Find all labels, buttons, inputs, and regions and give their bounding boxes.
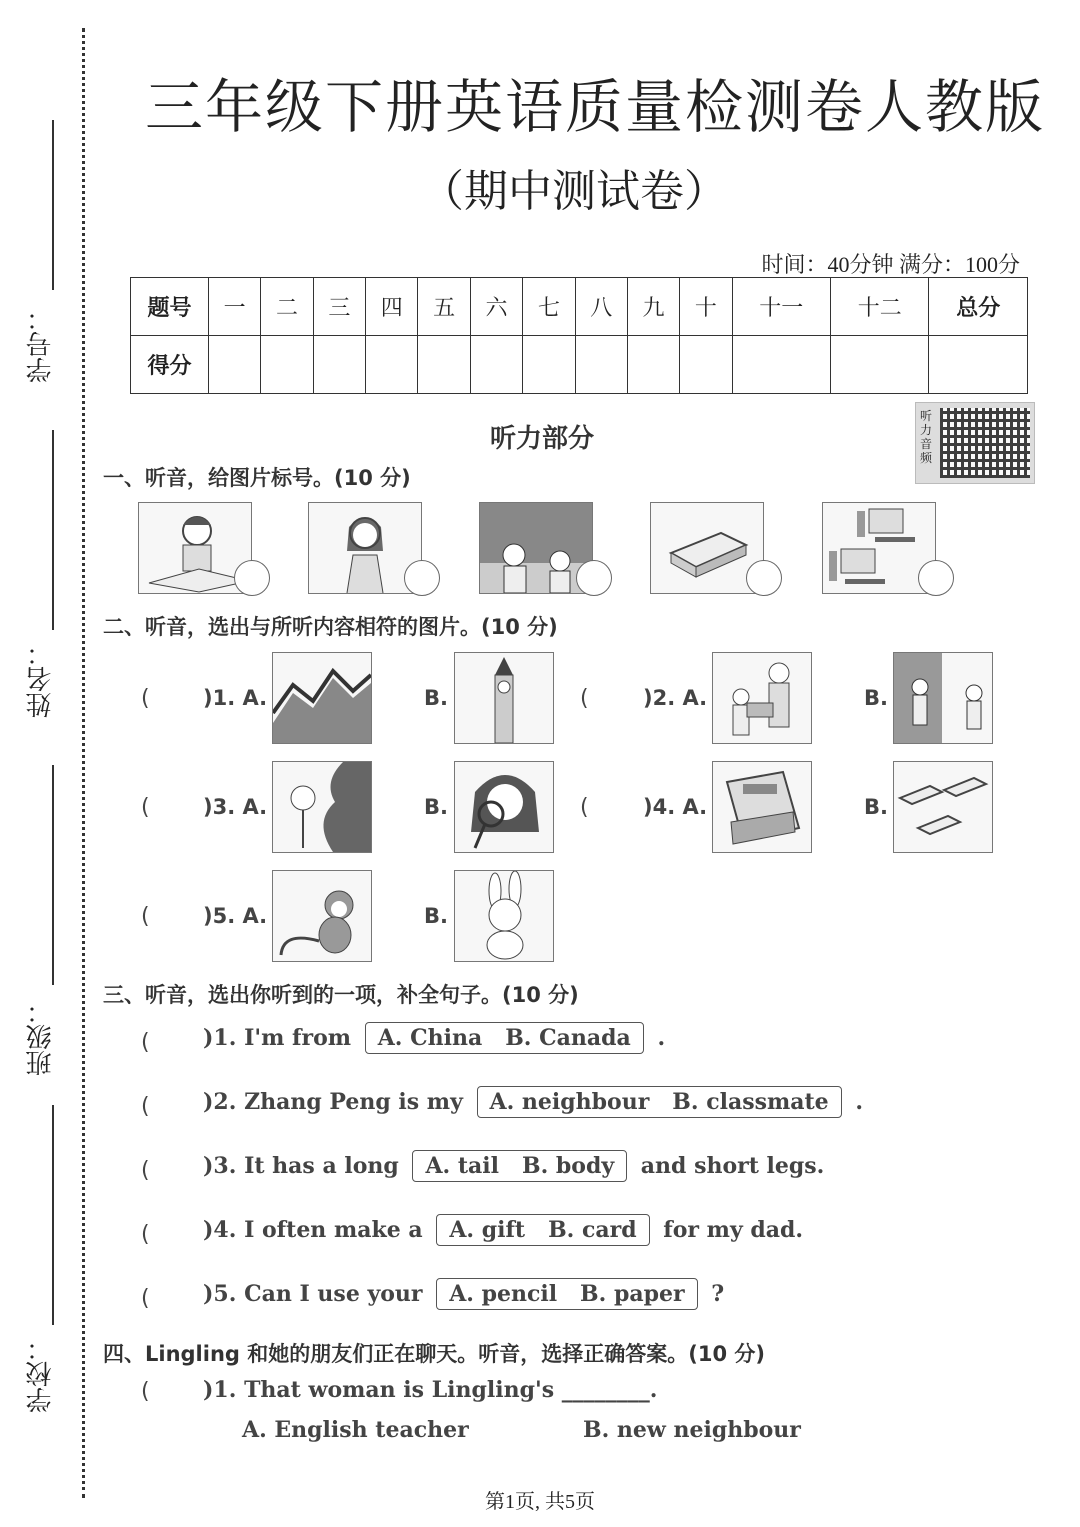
score-cell[interactable] [313, 336, 365, 394]
score-col: 五 [418, 278, 470, 336]
answer-paren[interactable]: ( [141, 1094, 150, 1119]
q3-item-1 [203, 1022, 665, 1054]
q3-num: )3. [203, 1153, 237, 1179]
q4-option-b[interactable]: B. new neighbour [583, 1417, 801, 1443]
answer-paren[interactable]: ( [141, 1222, 150, 1247]
student-no-line [52, 120, 54, 290]
score-col: 四 [366, 278, 418, 336]
q3-pre: Can I use your [244, 1281, 423, 1307]
score-header-label: 题号 [131, 278, 209, 336]
q1-answer-circle[interactable] [918, 560, 954, 596]
q2-item-3-num: )3. A. [203, 795, 268, 819]
q3-choices [365, 1022, 644, 1054]
score-col: 六 [470, 278, 522, 336]
score-cell[interactable] [470, 336, 522, 394]
q4-text: That woman is Lingling's ________. [244, 1377, 658, 1403]
score-col: 十一 [732, 278, 830, 336]
score-col: 二 [261, 278, 313, 336]
q2-item-4-b: B. [864, 795, 888, 819]
q2-item-1-b: B. [424, 686, 448, 710]
q3-post: ? [711, 1281, 725, 1307]
page-subtitle: （期中测试卷） [420, 166, 728, 217]
erasers-icon [894, 762, 992, 852]
option-b[interactable]: B. classmate [672, 1089, 829, 1115]
q2-item-1-num: )1. A. [203, 686, 268, 710]
q1-answer-circle[interactable] [234, 560, 270, 596]
q4-item-1 [203, 1377, 657, 1403]
q2-item-2-b: B. [864, 686, 888, 710]
door-kids-icon [894, 653, 992, 743]
option-a[interactable]: A. pencil [449, 1281, 558, 1307]
magnifier-girl-icon [455, 762, 553, 852]
q2-item-4-num: )4. A. [643, 795, 708, 819]
q3-post: . [657, 1025, 666, 1051]
answer-paren[interactable]: ( [141, 1030, 150, 1055]
q4-head: 四、Lingling 和她的朋友们正在聊天。听音，选择正确答案。(10 分) [103, 1342, 765, 1366]
q3-choices [436, 1214, 649, 1246]
q2-4-a-books[interactable] [712, 761, 812, 853]
student-no-label: 学号： [26, 305, 56, 383]
name-label: 姓名： [26, 640, 56, 718]
score-cell[interactable] [831, 336, 929, 394]
score-col: 七 [523, 278, 575, 336]
q3-pre: I often make a [244, 1217, 423, 1243]
answer-paren[interactable]: ( [141, 904, 150, 929]
score-header-row [131, 278, 1028, 336]
score-cell[interactable] [418, 336, 470, 394]
score-col: 八 [575, 278, 627, 336]
q3-head: 三、听音，选出你听到的一项，补全句子。(10 分) [103, 983, 579, 1007]
score-row-label: 得分 [131, 336, 209, 394]
q3-choices [412, 1150, 627, 1182]
name-line [52, 430, 54, 630]
class-label: 班级： [26, 998, 56, 1076]
q2-item-5-num: )5. A. [203, 904, 268, 928]
smell-flower-icon [273, 762, 371, 852]
q3-num: )1. [203, 1025, 237, 1051]
q2-item-5-b: B. [424, 904, 448, 928]
score-cell[interactable] [209, 336, 261, 394]
q1-answer-circle[interactable] [404, 560, 440, 596]
q3-pre: It has a long [244, 1153, 399, 1179]
option-b[interactable]: B. paper [580, 1281, 685, 1307]
score-cell[interactable] [523, 336, 575, 394]
page-footer: 第1页, 共5页 [485, 1491, 595, 1513]
q2-1-a-great-wall[interactable] [272, 652, 372, 744]
q3-post: . [855, 1089, 864, 1115]
score-table [130, 277, 1028, 394]
q3-post: for my dad. [663, 1217, 804, 1243]
answer-paren[interactable]: ( [141, 686, 150, 711]
q2-5-b-rabbit[interactable] [454, 870, 554, 962]
school-line [52, 1105, 54, 1325]
answer-paren[interactable]: ( [141, 1379, 150, 1404]
q2-5-a-monkey[interactable] [272, 870, 372, 962]
rabbit-icon [455, 871, 553, 961]
time-info: 时间：40分钟 满分：100分 [761, 252, 1020, 277]
q1-answer-circle[interactable] [576, 560, 612, 596]
binding-dashed-line [82, 28, 85, 1498]
q2-item-3-b: B. [424, 795, 448, 819]
q2-2-b-door-kids[interactable] [893, 652, 993, 744]
score-row [131, 336, 1028, 394]
answer-paren[interactable]: ( [141, 795, 150, 820]
q3-num: )4. [203, 1217, 237, 1243]
class-line [52, 765, 54, 985]
great-wall-icon [273, 653, 371, 743]
score-col: 一 [209, 278, 261, 336]
answer-paren[interactable]: ( [580, 795, 589, 820]
score-col: 九 [627, 278, 679, 336]
option-b[interactable]: B. card [548, 1217, 637, 1243]
q4-num: )1. [203, 1377, 237, 1403]
q2-4-b-erasers[interactable] [893, 761, 993, 853]
score-col-total: 总分 [929, 278, 1028, 336]
q2-head: 二、听音，选出与所听内容相符的图片。(10 分) [103, 615, 558, 639]
q3-post: and short legs. [640, 1153, 825, 1179]
score-cell[interactable] [732, 336, 830, 394]
q3-choices [477, 1086, 842, 1118]
option-b[interactable]: B. body [521, 1153, 615, 1179]
qr-pattern-icon [940, 408, 1030, 478]
q3-item-3 [203, 1150, 824, 1182]
score-col: 十二 [831, 278, 929, 336]
page-title: 三年级下册英语质量检测卷人教版 [145, 73, 1046, 141]
score-cell[interactable] [366, 336, 418, 394]
score-col: 十 [680, 278, 732, 336]
listening-title: 听力部分 [490, 424, 595, 454]
q3-num: )2. [203, 1089, 237, 1115]
big-ben-icon [455, 653, 553, 743]
q2-2-a-woman-girl[interactable] [712, 652, 812, 744]
score-col: 三 [313, 278, 365, 336]
option-b[interactable]: B. Canada [505, 1025, 631, 1051]
score-cell[interactable] [680, 336, 732, 394]
score-cell[interactable] [261, 336, 313, 394]
q2-3-b-magnifier-girl[interactable] [454, 761, 554, 853]
q3-item-5 [203, 1278, 724, 1310]
school-label: 学校： [26, 1335, 56, 1413]
option-a[interactable]: A. neighbour [489, 1089, 650, 1115]
q3-choices [436, 1278, 697, 1310]
q3-pre: I'm from [244, 1025, 352, 1051]
qr-code[interactable] [915, 402, 1035, 484]
q4-option-a[interactable]: A. English teacher [242, 1417, 469, 1443]
score-cell[interactable] [575, 336, 627, 394]
score-cell[interactable] [929, 336, 1028, 394]
q3-num: )5. [203, 1281, 237, 1307]
q3-pre: Zhang Peng is my [244, 1089, 463, 1115]
q1-head: 一、听音，给图片标号。(10 分) [103, 466, 411, 490]
option-a[interactable]: A. tail [425, 1153, 499, 1179]
option-a[interactable]: A. China [377, 1025, 483, 1051]
qr-label: 听力音频 [920, 409, 933, 465]
answer-paren[interactable]: ( [141, 1158, 150, 1183]
q2-3-a-smell-flower[interactable] [272, 761, 372, 853]
score-cell[interactable] [627, 336, 679, 394]
q3-item-4 [203, 1214, 803, 1246]
option-a[interactable]: A. gift [449, 1217, 526, 1243]
woman-girl-icon [713, 653, 811, 743]
q2-1-b-big-ben[interactable] [454, 652, 554, 744]
q3-item-2 [203, 1086, 863, 1118]
monkey-icon [273, 871, 371, 961]
answer-paren[interactable]: ( [141, 1286, 150, 1311]
answer-paren[interactable]: ( [580, 686, 589, 711]
q2-item-2-num: )2. A. [643, 686, 708, 710]
q1-answer-circle[interactable] [746, 560, 782, 596]
books-icon [713, 762, 811, 852]
